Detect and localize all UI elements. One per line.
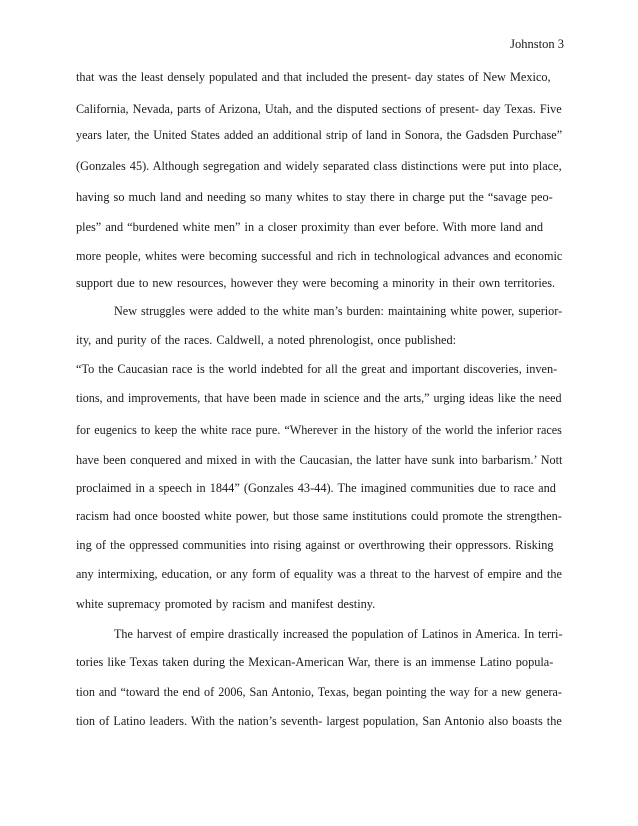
text-line: tion of Latino leaders. With the nation’s seventh- largest population, San Antonio also boasts the xyxy=(76,714,562,728)
text-line: ples” and “burdened white men” in a closer proximity than ever before. With more land and xyxy=(76,220,544,234)
text-line: support due to new resources, however they were becoming a minority in their own territories. xyxy=(76,276,556,290)
text-line: that was the least densely populated and that included the present- day states of New Mexico, xyxy=(76,70,551,84)
paragraph-first-line: The harvest of empire drastically increased the population of Latinos in America. In terri- xyxy=(114,627,563,641)
text-line: white supremacy promoted by racism and manifest destiny. xyxy=(76,597,376,611)
quotation-line: tions, and improvements, that have been made in science and the arts,” urging ideas like the need xyxy=(76,391,562,405)
text-line: ity, and purity of the races. Caldwell, a noted phrenologist, once published: xyxy=(76,333,457,347)
text-line: tories like Texas taken during the Mexican-American War, there is an immense Latino popula- xyxy=(76,655,554,669)
running-head-page-number: Johnston 3 xyxy=(510,37,564,51)
quotation-line: “To the Caucasian race is the world indebted for all the great and important discoveries, inven- xyxy=(76,362,558,376)
quotation-line: for eugenics to keep the white race pure. “Wherever in the history of the world the inferior races xyxy=(76,423,562,437)
text-line: tion and “toward the end of 2006, San Antonio, Texas, began pointing the way for a new genera- xyxy=(76,685,562,699)
text-line: proclaimed in a speech in 1844” (Gonzales 43-44). The imagined communities due to race and xyxy=(76,481,556,495)
text-line: any intermixing, education, or any form of equality was a threat to the harvest of empire and the xyxy=(76,567,562,581)
text-line: racism had once boosted white power, but those same institutions could promote the strengthen- xyxy=(76,509,562,523)
text-line: years later, the United States added an additional strip of land in Sonora, the Gadsden Purchase” xyxy=(76,128,563,142)
text-line: having so much land and needing so many whites to stay there in charge put the “savage peo- xyxy=(76,190,553,204)
text-line: (Gonzales 45). Although segregation and widely separated class distinctions were put into place, xyxy=(76,159,562,173)
text-line: more people, whites were becoming successful and rich in technological advances and economic xyxy=(76,249,563,263)
paragraph-first-line: New struggles were added to the white man’s burden: maintaining white power, superior- xyxy=(114,304,563,318)
text-line: California, Nevada, parts of Arizona, Utah, and the disputed sections of present- day Texas. Five xyxy=(76,102,562,116)
text-line: ing of the oppressed communities into rising against or overthrowing their oppressors. Risking xyxy=(76,538,554,552)
quotation-line: have been conquered and mixed in with the Caucasian, the latter have sunk into barbarism.’ Nott xyxy=(76,453,563,467)
